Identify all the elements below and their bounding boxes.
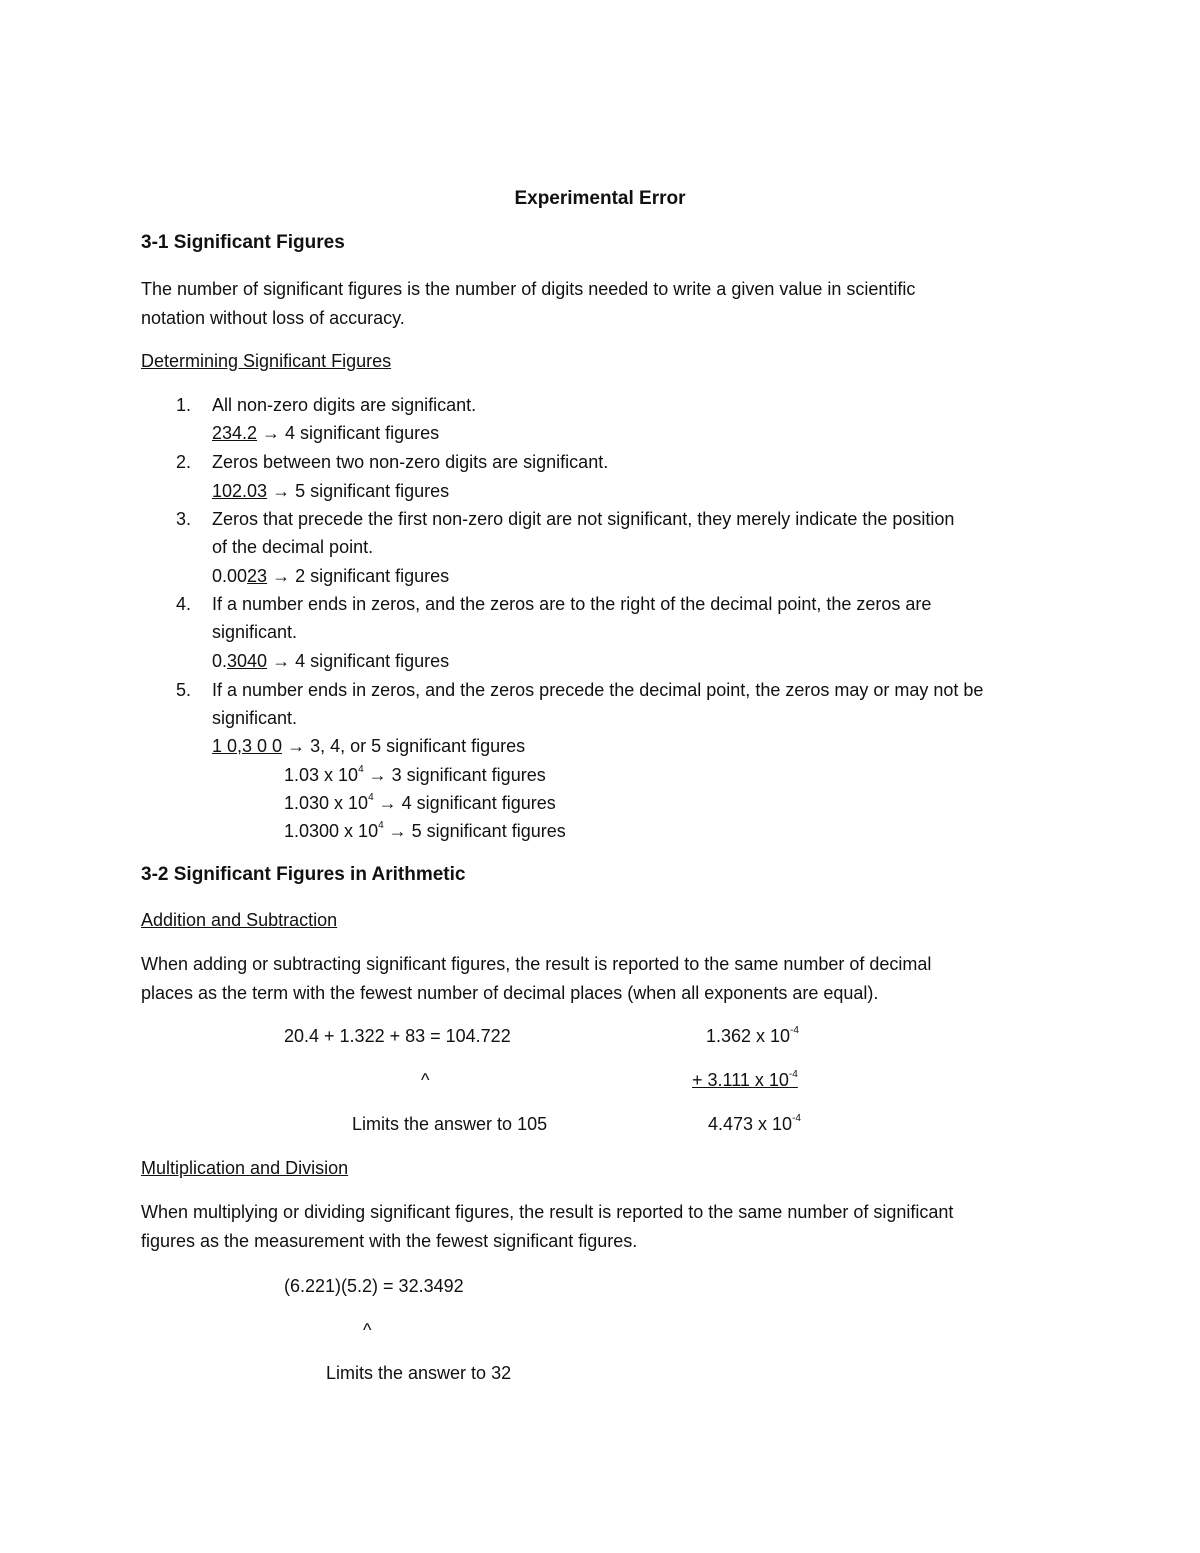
subheading-addition-subtraction: Addition and Subtraction <box>141 910 338 930</box>
exponent-sum-term-1 <box>706 1025 799 1047</box>
rule-5-text-line-2: significant. <box>212 708 298 728</box>
rule-4-text-line-2: significant. <box>212 622 298 642</box>
rule-1-text: All non-zero digits are significant. <box>212 395 477 415</box>
exp-term-1-mantissa: 1.362 x 10 <box>706 1026 791 1046</box>
rule-2-example-digits: 102.03 <box>212 481 268 501</box>
rule-3-text-line-2: of the decimal point. <box>212 537 374 557</box>
document-title: Experimental Error <box>514 188 686 209</box>
rule-3-example-result: → 2 significant figures <box>267 566 450 586</box>
rule-1-example-result: → 4 significant figures <box>257 423 440 443</box>
sci-3-result: → 5 significant figures <box>383 821 566 841</box>
rule-1-example <box>212 422 439 444</box>
rule-5-number: 5. <box>176 680 192 700</box>
sci-3-exponent: 4 <box>378 820 384 831</box>
sci-notation-example-2 <box>284 792 556 814</box>
rule-2-number: 2. <box>176 452 192 472</box>
rule-3-number: 3. <box>176 509 192 529</box>
intro-paragraph-line-2: notation without loss of accuracy. <box>141 308 405 328</box>
mult-div-paragraph-line-2: figures as the measurement with the fewest significant figures. <box>141 1231 638 1251</box>
rule-4-example-result: → 4 significant figures <box>267 651 450 671</box>
rule-2-example-result: → 5 significant figures <box>267 481 450 501</box>
section-heading-3-1: 3-1 Significant Figures <box>141 232 345 253</box>
exponent-sum-term-2 <box>692 1069 798 1091</box>
rule-1-example-digits: 234.2 <box>212 423 258 443</box>
rule-3-example-digits: 23 <box>247 566 268 586</box>
subheading-determining: Determining Significant Figures <box>141 351 392 371</box>
intro-paragraph-line-1: The number of significant figures is the number of digits needed to write a given value in scientific <box>141 279 916 299</box>
rule-5-example-result: → 3, 4, or 5 significant figures <box>282 736 526 756</box>
subheading-multiplication-division: Multiplication and Division <box>141 1158 349 1178</box>
section-heading-3-2: 3-2 Significant Figures in Arithmetic <box>141 864 466 885</box>
exp-result-exponent: -4 <box>792 1113 801 1124</box>
sci-1-mantissa: 1.03 x 10 <box>284 765 359 785</box>
exp-term-1-exponent: -4 <box>790 1025 799 1036</box>
rule-5-example <box>212 735 525 757</box>
sci-1-exponent: 4 <box>358 764 364 775</box>
rule-5-example-digits: 1 0,3 0 0 <box>212 736 283 756</box>
add-sub-paragraph-line-1: When adding or subtracting significant figures, the result is reported to the same number of decimal <box>141 954 932 974</box>
sci-1-result: → 3 significant figures <box>363 765 546 785</box>
sci-2-exponent: 4 <box>368 792 374 803</box>
exp-term-2-mantissa: + 3.111 x 10 <box>692 1070 789 1090</box>
add-sub-paragraph-line-2: places as the term with the fewest number of decimal places (when all exponents are equal). <box>141 983 879 1003</box>
rule-3-example-leading: 0.00 <box>212 566 248 586</box>
rule-3-example <box>212 565 449 587</box>
sci-2-mantissa: 1.030 x 10 <box>284 793 369 813</box>
rule-4-number: 4. <box>176 594 192 614</box>
mult-div-caret: ^ <box>363 1320 372 1340</box>
exp-result-mantissa: 4.473 x 10 <box>708 1114 793 1134</box>
rule-4-example <box>212 650 449 672</box>
sci-3-mantissa: 1.0300 x 10 <box>284 821 379 841</box>
mult-div-paragraph-line-1: When multiplying or dividing significant figures, the result is reported to the same number of significant <box>141 1202 954 1222</box>
rule-4-text-line-1: If a number ends in zeros, and the zeros are to the right of the decimal point, the zeros are <box>212 594 932 614</box>
rule-5-text-line-1: If a number ends in zeros, and the zeros precede the decimal point, the zeros may or may not be <box>212 680 984 700</box>
add-sub-equation: 20.4 + 1.322 + 83 = 104.722 <box>284 1026 511 1046</box>
rule-4-example-digits: 3040 <box>227 651 268 671</box>
sci-notation-example-3 <box>284 820 566 842</box>
sci-notation-example-1 <box>284 764 546 786</box>
rule-4-example-leading: 0. <box>212 651 228 671</box>
rule-2-example <box>212 480 449 502</box>
add-sub-caret: ^ <box>421 1070 430 1090</box>
mult-div-limit: Limits the answer to 32 <box>326 1363 512 1383</box>
rule-3-text-line-1: Zeros that precede the first non-zero digit are not significant, they merely indicate the position <box>212 509 955 529</box>
exp-term-2-exponent: -4 <box>788 1069 798 1080</box>
exponent-sum-result <box>708 1113 801 1135</box>
sci-2-result: → 4 significant figures <box>373 793 556 813</box>
rule-1-number: 1. <box>176 395 192 415</box>
rule-2-text: Zeros between two non-zero digits are significant. <box>212 452 609 472</box>
add-sub-limit: Limits the answer to 105 <box>352 1114 548 1134</box>
mult-div-equation: (6.221)(5.2) = 32.3492 <box>284 1276 464 1296</box>
